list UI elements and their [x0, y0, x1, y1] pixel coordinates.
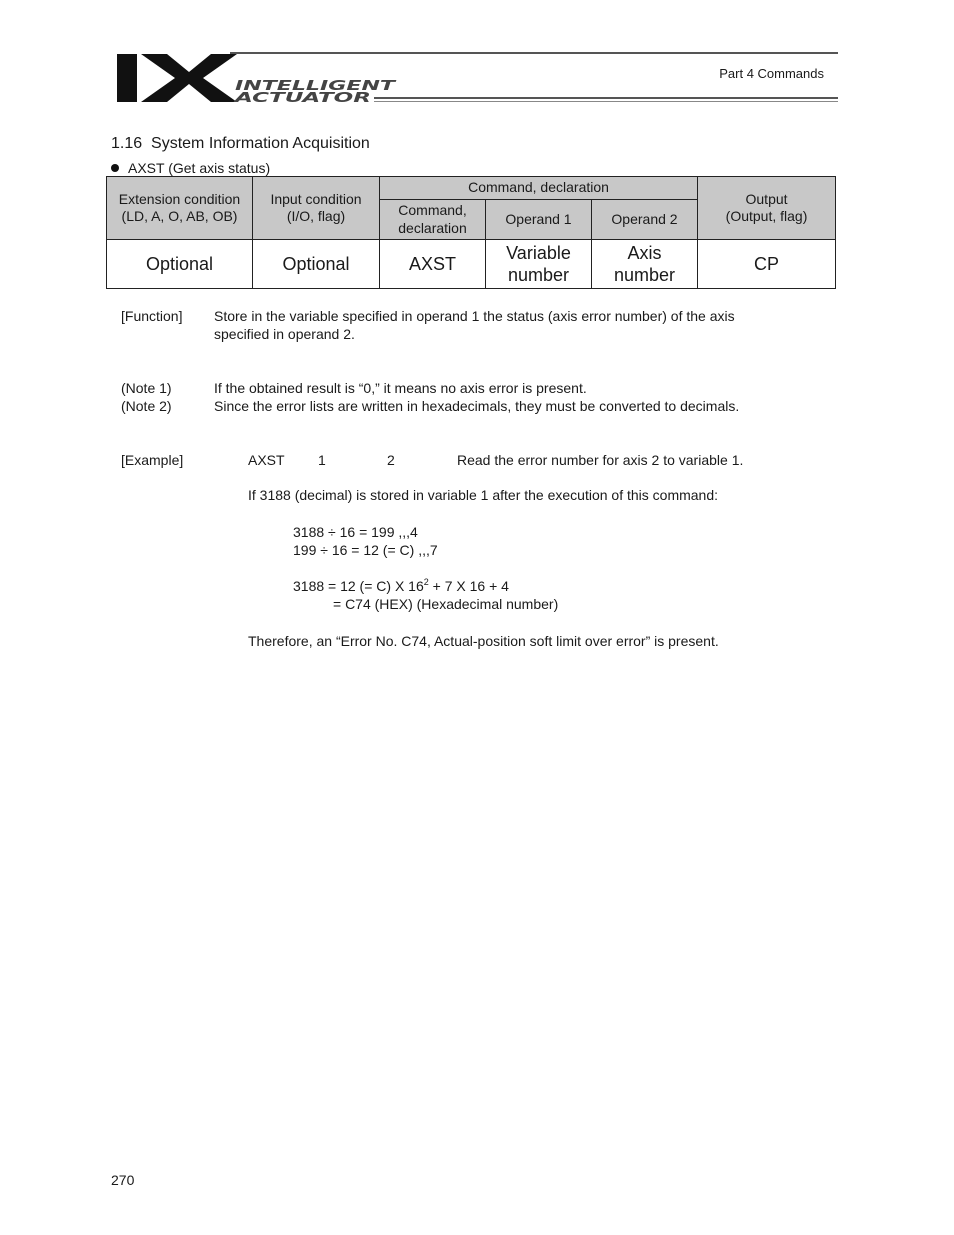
cell-operand-2: Axis number — [592, 240, 698, 289]
command-spec-table — [106, 176, 836, 289]
cell-command: AXST — [380, 240, 486, 289]
calc-line-3: 3188 = 12 (= C) X $16^2 + 7$ X 16 + 4 — [293, 577, 509, 594]
example-condition: If 3188 (decimal) is stored in variable 1 after the execution of this command: — [248, 487, 719, 503]
header-rule-bottom-thin — [374, 101, 838, 102]
header-command: Command, declaration — [380, 200, 486, 240]
cell-input-condition: Optional — [253, 240, 380, 289]
command-bullet — [111, 160, 270, 176]
part-title: Part 4 Commands — [719, 66, 824, 81]
cell-output: CP — [698, 240, 836, 289]
section-title: 1.16 System Information Acquisition — [111, 135, 370, 152]
header-input-condition: Input condition (I/O, flag) — [253, 177, 380, 240]
header-rule-top — [230, 52, 838, 54]
note-1-label: (Note 1) — [121, 380, 172, 396]
page-number: 270 — [111, 1172, 135, 1188]
header-operand-1: Operand 1 — [486, 200, 592, 240]
function-description: Store in the variable specified in operand 1 the status (axis error number) of the axis specified in operand 2. — [214, 308, 735, 342]
header-rule-bottom — [374, 97, 838, 99]
example-command: AXST — [248, 452, 285, 468]
calc-line-4: = C74 (HEX) (Hexadecimal number) — [333, 596, 559, 612]
calc-line-2: 199 ÷ 16 = 12 (= C) ,,,7 — [293, 542, 438, 558]
header-output: Output (Output, flag) — [698, 177, 836, 240]
header-operand-2: Operand 2 — [592, 200, 698, 240]
example-description: Read the error number for axis 2 to variable 1. — [457, 452, 744, 468]
bullet-text: AXST (Get axis status) — [128, 160, 271, 176]
header-command-declaration-group: Command, declaration — [380, 177, 698, 200]
logo-word-actuator: ACTUATOR — [233, 91, 371, 104]
logo-word-intelligent: INTELLIGENT — [235, 79, 397, 94]
bullet-dot-icon — [111, 164, 119, 172]
intelligent-actuator-logo — [115, 52, 400, 104]
function-label: [Function] — [121, 308, 183, 324]
example-conclusion: Therefore, an “Error No. C74, Actual-position soft limit over error” is present. — [248, 633, 719, 649]
cell-operand-1: Variable number — [486, 240, 592, 289]
example-operand-2: 2 — [387, 452, 395, 468]
cell-extension-condition: Optional — [107, 240, 253, 289]
example-label: [Example] — [121, 452, 184, 468]
header-extension-condition: Extension condition (LD, A, O, AB, OB) — [107, 177, 253, 240]
calc-line-1: 3188 ÷ 16 = 199 ,,,4 — [293, 524, 418, 540]
note-2-label: (Note 2) — [121, 398, 172, 414]
note-1-text: If the obtained result is “0,” it means no axis error is present. — [214, 380, 587, 396]
example-operand-1: 1 — [318, 452, 326, 468]
note-2-text: Since the error lists are written in hexadecimals, they must be converted to decimals. — [214, 398, 740, 414]
